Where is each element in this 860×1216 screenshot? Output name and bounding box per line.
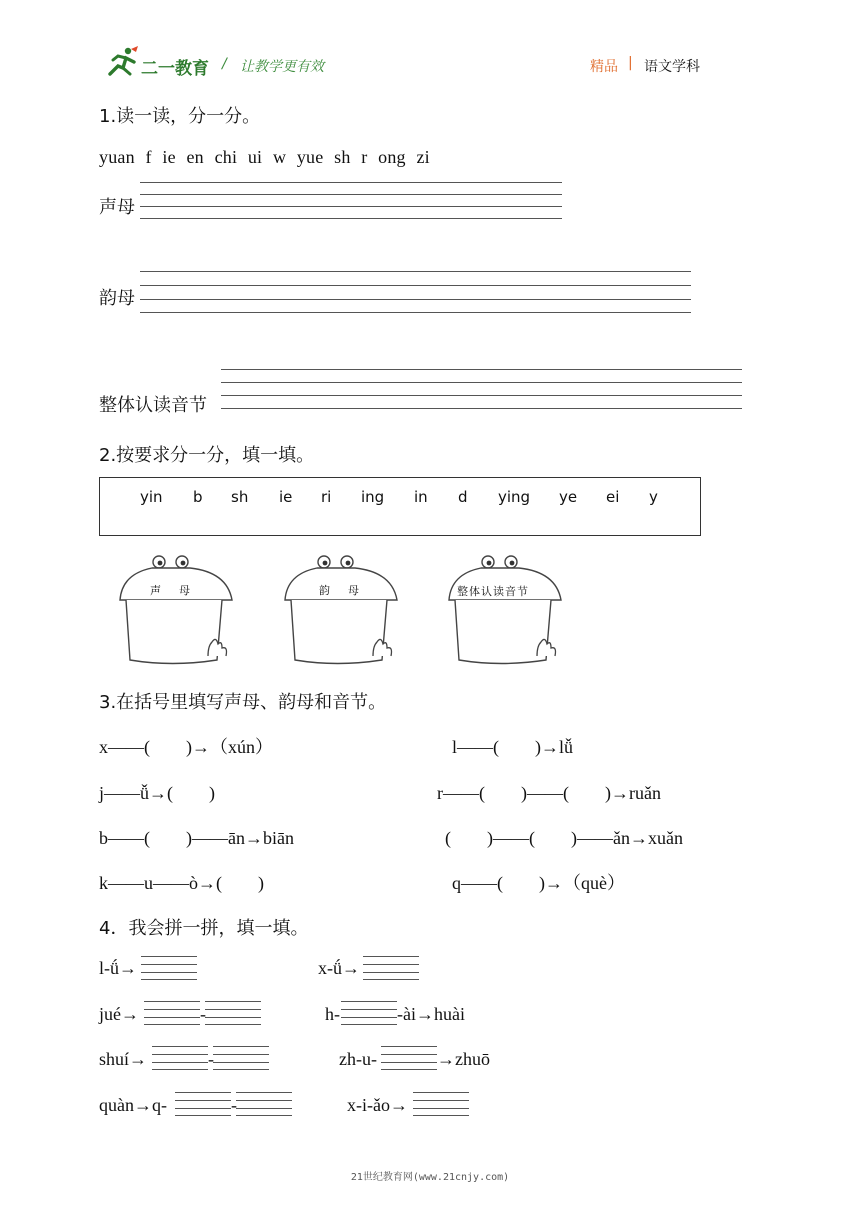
q1-title: 1.读一读，分一分。 (99, 106, 261, 127)
q4-writing-slot (213, 1046, 269, 1070)
q2-item: ie (279, 488, 293, 506)
q2-item: in (414, 488, 428, 506)
q3-title: 3.在括号里填写声母、韵母和音节。 (99, 692, 387, 713)
q4-row-2-right-prefix: h- (325, 1004, 340, 1024)
q2-item: yin (140, 488, 163, 506)
frog-pot-icon (112, 552, 242, 667)
q1-writing-lines-initials (140, 182, 562, 220)
quality-badge: 精品 (590, 59, 618, 75)
q4-writing-slot (413, 1092, 469, 1116)
q2-title: 2.按要求分一分，填一填。 (99, 445, 315, 466)
frog-pot-icon (277, 552, 407, 667)
q2-item: d (458, 488, 468, 506)
q4-row-2-right-suffix: -ài→huài (397, 1004, 465, 1024)
q2-item: sh (231, 488, 249, 506)
logo-runner-icon (104, 46, 140, 78)
header-divider: | (628, 55, 633, 71)
q4-separator: - (231, 1095, 237, 1115)
q4-row-4-left: quàn→q- (99, 1095, 167, 1115)
q3-row-1-left: x——( )→（xún） (99, 737, 273, 757)
q4-separator: - (208, 1049, 214, 1069)
q3-row-3-left: b——( )——ān→biān (99, 828, 294, 848)
q2-item-box (99, 477, 701, 536)
header (0, 40, 860, 90)
q4-writing-slot (141, 956, 197, 980)
page-footer: 21世纪教育网(www.21cnjy.com) (350, 1172, 510, 1183)
q3-row-4-right: q——( )→（què） (452, 873, 625, 893)
q2-item: ying (498, 488, 531, 506)
q4-writing-slot (205, 1001, 261, 1025)
q4-row-4-right: x-i-ǎo→ (347, 1095, 408, 1115)
q3-row-3-right: ( )——( )——ǎn→xuǎn (445, 828, 683, 848)
q4-row-3-left: shuí→ (99, 1049, 148, 1069)
q2-item: b (193, 488, 203, 506)
q1-writing-lines-finals (140, 271, 691, 315)
q4-writing-slot (341, 1001, 397, 1025)
frog-pot-icon (441, 552, 571, 667)
q4-writing-slot (144, 1001, 200, 1025)
logo-text: 二一教育 (141, 59, 209, 79)
q1-letters: yuan f ie en chi ui w yue sh r ong zi (99, 147, 430, 167)
q4-row-1-right: x-ǘ→ (318, 958, 360, 978)
q1-writing-lines-whole-syllables (221, 369, 742, 411)
q3-row-2-right: r——( )——( )→ruǎn (437, 783, 661, 803)
q3-row-2-left: j——ǚ→( ) (99, 783, 215, 803)
q3-row-4-left: k——u——ò→( ) (99, 873, 264, 893)
pot-finals (277, 552, 407, 667)
q4-row-3-right-prefix: zh-u- (339, 1049, 377, 1069)
q4-row-3-right-suffix: →zhuō (437, 1049, 490, 1069)
q4-separator: - (200, 1004, 206, 1024)
q4-title: 4．我会拼一拼，填一填。 (99, 918, 309, 939)
q2-item: ye (559, 488, 578, 506)
pot-initials (112, 552, 242, 667)
q1-category-whole-syllables: 整体认读音节 (99, 395, 207, 416)
q3-row-1-right: l——( )→lǚ (452, 737, 573, 757)
pot-label-whole-syllables: 整体认读音节 (457, 585, 529, 598)
q4-row-2-left: jué→ (99, 1004, 139, 1024)
q2-item: ei (606, 488, 620, 506)
slogan: 让教学更有效 (240, 59, 324, 75)
q1-category-finals: 韵母 (99, 288, 135, 309)
q2-item: y (649, 488, 658, 506)
q2-item: ing (361, 488, 385, 506)
q4-writing-slot (363, 956, 419, 980)
q4-writing-slot (152, 1046, 208, 1070)
q4-writing-slot (381, 1046, 437, 1070)
q4-writing-slot (175, 1092, 231, 1116)
q1-category-initials: 声母 (99, 197, 135, 218)
subject-label: 语文学科 (644, 59, 700, 75)
pot-label-initials: 声母 (150, 584, 208, 597)
pot-whole-syllables (441, 552, 571, 667)
q2-item: ri (321, 488, 332, 506)
q4-writing-slot (236, 1092, 292, 1116)
q4-row-1-left: l-ǘ→ (99, 958, 137, 978)
pot-label-finals: 韵母 (319, 584, 377, 597)
slogan-divider: / (222, 56, 227, 72)
